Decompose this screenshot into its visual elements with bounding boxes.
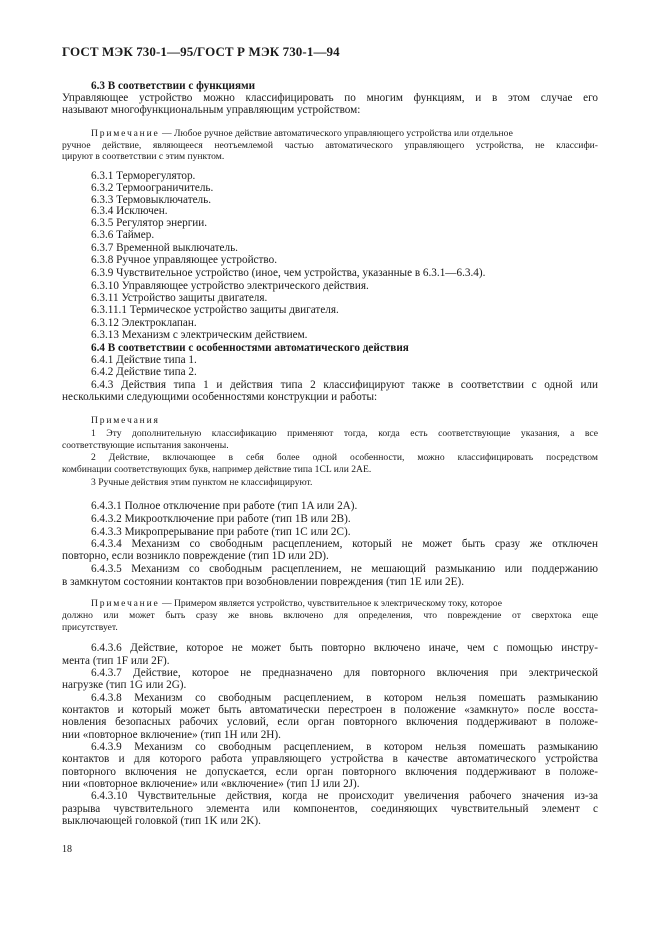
section-heading-6-4: 6.4 В соответствии с особенностями автоматического действия: [91, 342, 409, 354]
note-line: ручное действие, являющееся неотъемлемой частью автоматического управляющего устройства, не классифи-: [62, 140, 598, 151]
list-item: 6.3.5 Регулятор энергии.: [91, 217, 208, 229]
paragraph-line: 6.4.3.6 Действие, которое не может быть повторно включено иначе, чем с помощью инстру-: [91, 642, 598, 654]
list-item: 6.4.3.1 Полное отключение при работе (тип 1A или 2A).: [91, 500, 358, 512]
list-item: 6.3.11.1 Термическое устройство защиты двигателя.: [91, 304, 339, 316]
list-item: 6.3.4 Исключен.: [91, 205, 168, 217]
paragraph-line: 6.4.3.10 Чувствительные действия, когда не происходит увеличения рабочего значения из-за: [91, 790, 598, 802]
paragraph-line: 6.4.3 Действия типа 1 и действия типа 2 классифицируют также в соответствии с одной или: [91, 379, 598, 391]
list-item: 6.3.9 Чувствительное устройство (иное, чем устройства, указанные в 6.3.1—6.3.4).: [91, 267, 486, 279]
paragraph-line: несколькими следующими особенностями конструкции и работы:: [62, 391, 378, 403]
paragraph-line: выключающей головкой (тип 1K или 2K).: [62, 815, 261, 827]
note-line: цируют в соответствии с этим пунктом.: [62, 151, 225, 162]
paragraph-line: мента (тип 1F или 2F).: [62, 655, 170, 667]
paragraph-line: нии «повторное включение» (тип 1H или 2H).: [62, 729, 281, 741]
paragraph-line: 6.4.3.7 Действие, которое не предназначено для повторного включения при электрической: [91, 667, 598, 679]
paragraph-line: называют многофункциональным управляющим устройством:: [62, 104, 361, 116]
paragraph-line: новления безопасных рабочих условий, если орган повторного включения поддерживают в положе-: [62, 716, 598, 728]
list-item: 6.4.2 Действие типа 2.: [91, 366, 197, 378]
note-line: присутствует.: [62, 622, 118, 633]
paragraph-line: повторно, если возникло повреждение (тип 1D или 2D).: [62, 550, 329, 562]
paragraph-line: контактов и который может быть автоматически перестроен в положение «замкнуто» после восста-: [62, 704, 598, 716]
note-line: 1 Эту дополнительную классификацию применяют тогда, когда есть соответствующие указания, а все: [91, 428, 598, 439]
note-label: Примечание: [91, 128, 160, 139]
running-header: ГОСТ МЭК 730-1—95/ГОСТ Р МЭК 730-1—94: [62, 44, 340, 59]
note-line: Примечание — Примером является устройство, чувствительное к электрическому току, которое: [91, 598, 502, 609]
paragraph-line: Управляющее устройство можно классифицировать по многим функциям, и в этом случае его: [62, 92, 598, 104]
list-item: 6.4.3.3 Микропрерывание при работе (тип 1C или 2C).: [91, 526, 351, 538]
paragraph-line: нагрузке (тип 1G или 2G).: [62, 679, 187, 691]
list-item: 6.3.3 Термовыключатель.: [91, 194, 212, 206]
list-item: 6.3.13 Механизм с электрическим действием.: [91, 329, 308, 341]
paragraph-line: 6.4.3.5 Механизм со свободным расцеплением, не мешающий размыканию или поддержанию: [91, 563, 598, 575]
paragraph-line: 6.4.3.9 Механизм со свободным расцеплением, в котором нельзя помешать размыканию: [91, 741, 598, 753]
paragraph-line: повторного включения не допускается, если орган повторного включения поддерживают в положе-: [62, 766, 598, 778]
list-item: 6.3.2 Термоограничитель.: [91, 182, 214, 194]
paragraph-line: 6.4.3.4 Механизм со свободным расцеплением, который не может быть сразу же отключен: [91, 538, 598, 550]
note-line: 3 Ручные действия этим пунктом не классифицируют.: [91, 477, 313, 488]
note-line: комбинации соответствующих букв, например действие типа 1CL или 2AE.: [62, 464, 372, 475]
list-item: 6.3.8 Ручное управляющее устройство.: [91, 254, 278, 266]
page-number: 18: [62, 844, 72, 855]
note-line: соответствующие испытания закончены.: [62, 440, 229, 451]
list-item: 6.4.3.2 Микроотключение при работе (тип 1B или 2B).: [91, 513, 351, 525]
list-item: 6.3.10 Управляющее устройство электрического действия.: [91, 280, 369, 292]
paragraph-line: в замкнутом состоянии контактов при возобновлении повреждения (тип 1E или 2E).: [62, 576, 464, 588]
paragraph-line: разрыва чувствительного элемента или компонентов, соединяющих чувствительный элемент с: [62, 803, 598, 815]
paragraph-line: нии «повторное включение» или «включение» (тип 1J или 2J).: [62, 778, 360, 790]
list-item: 6.3.11 Устройство защиты двигателя.: [91, 292, 268, 304]
note-line: 2 Действие, включающее в себя более одной особенности, можно классифицировать посредством: [91, 452, 598, 463]
list-item: 6.3.7 Временной выключатель.: [91, 242, 238, 254]
note-line: Примечание — Любое ручное действие автоматического управляющего устройства или отдельное: [91, 128, 513, 139]
list-item: 6.4.1 Действие типа 1.: [91, 354, 197, 366]
list-item: 6.3.1 Терморегулятор.: [91, 170, 196, 182]
paragraph-line: контактов и для которого работа управляющего устройства в качестве автоматического устройства: [62, 753, 598, 765]
notes-label: Примечания: [91, 415, 160, 426]
section-heading-6-3: 6.3 В соответствии с функциями: [91, 80, 256, 92]
list-item: 6.3.12 Электроклапан.: [91, 317, 197, 329]
note-label: Примечание: [91, 598, 160, 609]
list-item: 6.3.6 Таймер.: [91, 229, 155, 241]
note-line: должно или может быть сразу же вновь включено для определения, что повреждение от сверхтока еще: [62, 610, 598, 621]
paragraph-line: 6.4.3.8 Механизм со свободным расцеплением, в котором нельзя помешать размыканию: [91, 692, 598, 704]
